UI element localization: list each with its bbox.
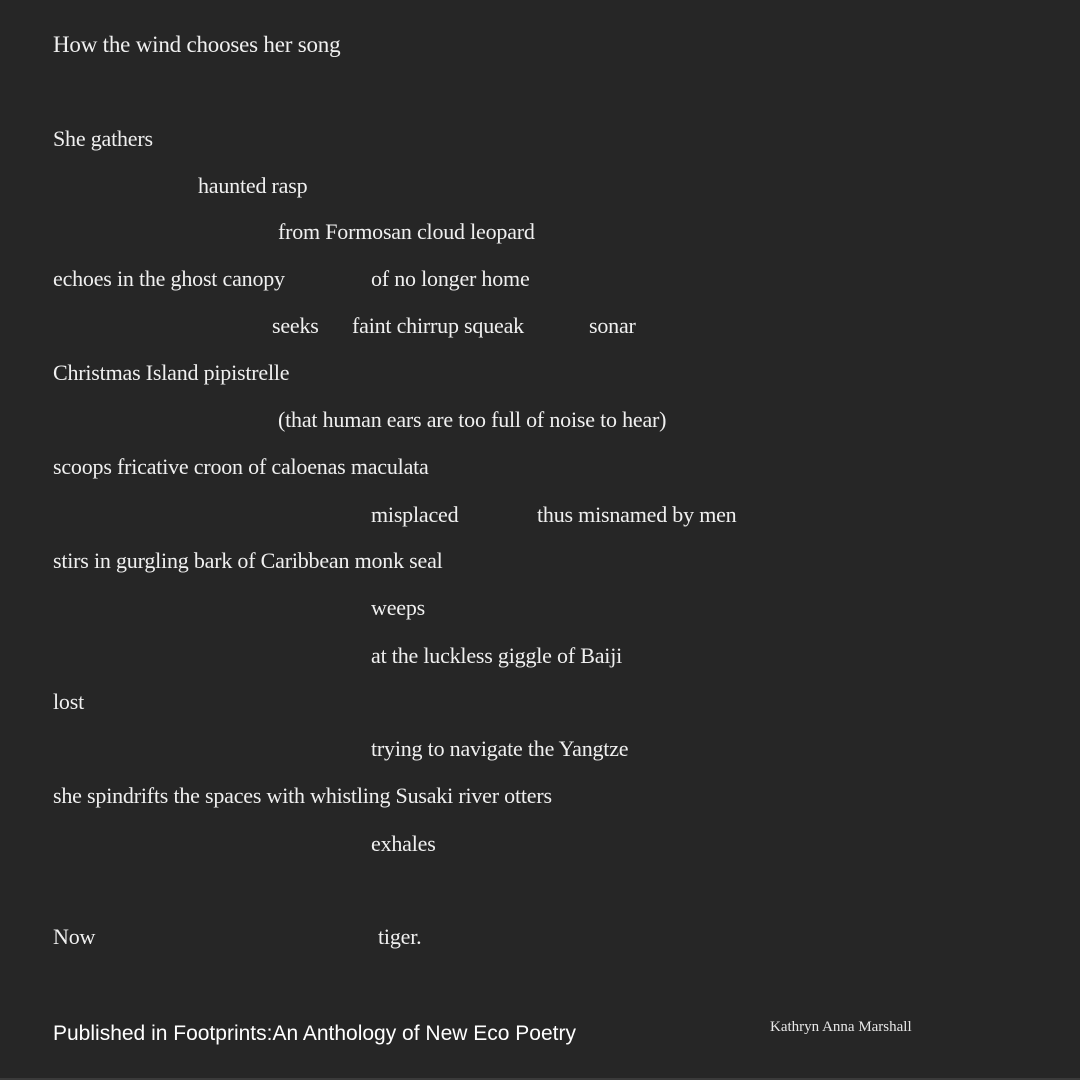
poem-line: stirs in gurgling bark of Caribbean monk seal <box>53 548 443 573</box>
poem-line: she spindrifts the spaces with whistling Susaki river otters <box>53 783 552 808</box>
poem-line: scoops fricative croon of caloenas maculata <box>53 454 429 479</box>
poem-line: from Formosan cloud leopard <box>278 219 535 244</box>
poem-line: thus misnamed by men <box>537 502 737 527</box>
poem-line: exhales <box>371 831 436 856</box>
poem-line: faint chirrup squeak <box>352 313 524 338</box>
poem-line: lost <box>53 689 84 714</box>
poem-line: Christmas Island pipistrelle <box>53 360 290 385</box>
poem-line: seeks <box>272 313 319 338</box>
poem-title: How the wind chooses her song <box>53 32 341 57</box>
poem-line: tiger. <box>378 924 422 949</box>
poem-line: of no longer home <box>371 266 530 291</box>
poem-line: misplaced <box>371 502 459 527</box>
poem-line: Now <box>53 924 96 949</box>
publication-credit: Published in Footprints:An Anthology of New Eco Poetry <box>53 1022 576 1045</box>
poem-line: weeps <box>371 595 425 620</box>
poem-line: echoes in the ghost canopy <box>53 266 285 291</box>
poem-line: trying to navigate the Yangtze <box>371 736 629 761</box>
poem-line: haunted rasp <box>198 173 308 198</box>
poem-line: She gathers <box>53 126 153 151</box>
poem-line: at the luckless giggle of Baiji <box>371 643 623 668</box>
author-signature: Kathryn Anna Marshall <box>770 1019 912 1035</box>
poem-line: sonar <box>589 313 636 338</box>
poem-line: (that human ears are too full of noise to hear) <box>278 407 667 432</box>
